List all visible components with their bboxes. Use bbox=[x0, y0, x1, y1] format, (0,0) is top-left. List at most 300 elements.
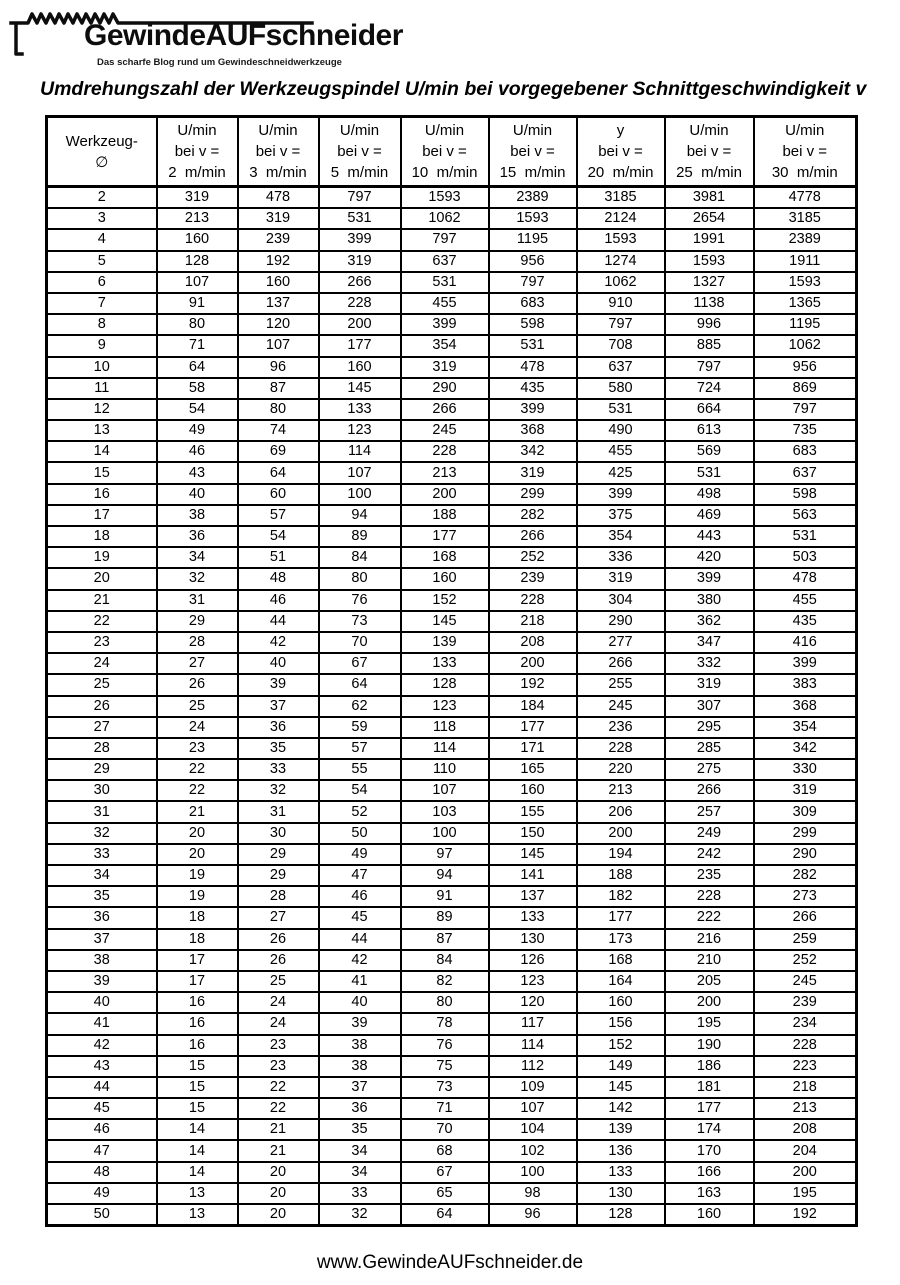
rpm-cell: 195 bbox=[754, 1183, 857, 1204]
rpm-cell: 1327 bbox=[665, 272, 754, 293]
rpm-cell: 531 bbox=[754, 526, 857, 547]
rpm-cell: 107 bbox=[157, 272, 238, 293]
rpm-cell: 137 bbox=[489, 886, 577, 907]
rpm-cell: 15 bbox=[157, 1098, 238, 1119]
rpm-cell: 190 bbox=[665, 1035, 754, 1056]
rpm-cell: 213 bbox=[577, 780, 665, 801]
rpm-cell: 164 bbox=[577, 971, 665, 992]
rpm-cell: 39 bbox=[238, 674, 319, 695]
rpm-cell: 24 bbox=[157, 717, 238, 738]
rpm-cell: 319 bbox=[157, 187, 238, 209]
rpm-cell: 399 bbox=[665, 568, 754, 589]
logo-tagline: Das scharfe Blog rund um Gewindeschneidwerkzeuge bbox=[97, 57, 342, 68]
rpm-cell: 37 bbox=[319, 1077, 401, 1098]
table-row bbox=[47, 526, 857, 547]
rpm-cell: 347 bbox=[665, 632, 754, 653]
rpm-cell: 469 bbox=[665, 505, 754, 526]
rpm-cell: 26 bbox=[157, 674, 238, 695]
rpm-cell: 64 bbox=[238, 462, 319, 483]
rpm-cell: 336 bbox=[577, 547, 665, 568]
rpm-cell: 637 bbox=[754, 462, 857, 483]
rpm-cell: 239 bbox=[754, 992, 857, 1013]
rpm-cell: 171 bbox=[489, 738, 577, 759]
rpm-cell: 100 bbox=[319, 484, 401, 505]
rpm-cell: 98 bbox=[489, 1183, 577, 1204]
rpm-cell: 19 bbox=[157, 886, 238, 907]
rpm-cell: 76 bbox=[401, 1035, 489, 1056]
rpm-cell: 683 bbox=[754, 441, 857, 462]
rpm-cell: 478 bbox=[489, 357, 577, 378]
rpm-cell: 228 bbox=[319, 293, 401, 314]
rpm-cell: 295 bbox=[665, 717, 754, 738]
rpm-cell: 478 bbox=[754, 568, 857, 589]
rpm-cell: 249 bbox=[665, 823, 754, 844]
rpm-cell: 177 bbox=[577, 907, 665, 928]
rpm-cell: 4778 bbox=[754, 187, 857, 209]
rpm-cell: 112 bbox=[489, 1056, 577, 1077]
rpm-cell: 152 bbox=[577, 1035, 665, 1056]
page-title: Umdrehungszahl der Werkzeugspindel U/min bei vorgegebener Schnittgeschwindigkeit v bbox=[40, 78, 867, 100]
rpm-cell: 62 bbox=[319, 696, 401, 717]
rpm-cell: 200 bbox=[577, 823, 665, 844]
rpm-cell: 290 bbox=[754, 844, 857, 865]
rpm-cell: 160 bbox=[319, 357, 401, 378]
rpm-cell: 15 bbox=[157, 1056, 238, 1077]
rpm-cell: 2654 bbox=[665, 208, 754, 229]
rpm-cell: 1274 bbox=[577, 251, 665, 272]
rpm-cell: 67 bbox=[319, 653, 401, 674]
rpm-cell: 100 bbox=[489, 1162, 577, 1183]
rpm-cell: 38 bbox=[319, 1035, 401, 1056]
rpm-cell: 52 bbox=[319, 801, 401, 822]
rpm-cell: 304 bbox=[577, 590, 665, 611]
rpm-cell: 362 bbox=[665, 611, 754, 632]
diameter-cell: 43 bbox=[47, 1056, 157, 1077]
rpm-cell: 22 bbox=[157, 780, 238, 801]
rpm-cell: 21 bbox=[238, 1140, 319, 1161]
rpm-cell: 1593 bbox=[489, 208, 577, 229]
table-row bbox=[47, 1077, 857, 1098]
rpm-cell: 208 bbox=[754, 1119, 857, 1140]
rpm-cell: 177 bbox=[665, 1098, 754, 1119]
rpm-cell: 142 bbox=[577, 1098, 665, 1119]
rpm-cell: 73 bbox=[319, 611, 401, 632]
rpm-cell: 64 bbox=[157, 357, 238, 378]
table-row bbox=[47, 187, 857, 209]
rpm-cell: 375 bbox=[577, 505, 665, 526]
diameter-cell: 12 bbox=[47, 399, 157, 420]
rpm-cell: 168 bbox=[401, 547, 489, 568]
table-row bbox=[47, 696, 857, 717]
rpm-cell: 94 bbox=[401, 865, 489, 886]
rpm-cell: 60 bbox=[238, 484, 319, 505]
rpm-cell: 498 bbox=[665, 484, 754, 505]
rpm-cell: 22 bbox=[238, 1098, 319, 1119]
rpm-cell: 252 bbox=[754, 950, 857, 971]
rpm-cell: 210 bbox=[665, 950, 754, 971]
rpm-cell: 130 bbox=[577, 1183, 665, 1204]
rpm-cell: 1062 bbox=[401, 208, 489, 229]
rpm-cell: 123 bbox=[401, 696, 489, 717]
rpm-cell: 145 bbox=[577, 1077, 665, 1098]
rpm-cell: 200 bbox=[319, 314, 401, 335]
rpm-cell: 54 bbox=[238, 526, 319, 547]
diameter-cell: 18 bbox=[47, 526, 157, 547]
rpm-cell: 166 bbox=[665, 1162, 754, 1183]
rpm-cell: 46 bbox=[238, 590, 319, 611]
rpm-cell: 598 bbox=[489, 314, 577, 335]
logo-brand-text: GewindeAUFschneider bbox=[84, 19, 403, 52]
rpm-cell: 1062 bbox=[577, 272, 665, 293]
table-row bbox=[47, 1140, 857, 1161]
rpm-cell: 36 bbox=[238, 717, 319, 738]
rpm-cell: 58 bbox=[157, 378, 238, 399]
rpm-cell: 266 bbox=[401, 399, 489, 420]
table-row bbox=[47, 1056, 857, 1077]
rpm-cell: 192 bbox=[489, 674, 577, 695]
rpm-cell: 42 bbox=[238, 632, 319, 653]
rpm-cell: 13 bbox=[157, 1204, 238, 1226]
rpm-cell: 38 bbox=[319, 1056, 401, 1077]
rpm-cell: 123 bbox=[489, 971, 577, 992]
diameter-cell: 6 bbox=[47, 272, 157, 293]
rpm-cell: 239 bbox=[489, 568, 577, 589]
rpm-cell: 20 bbox=[238, 1162, 319, 1183]
rpm-cell: 150 bbox=[489, 823, 577, 844]
table-row bbox=[47, 1204, 857, 1226]
diameter-cell: 40 bbox=[47, 992, 157, 1013]
rpm-cell: 70 bbox=[319, 632, 401, 653]
rpm-cell: 192 bbox=[754, 1204, 857, 1226]
rpm-cell: 29 bbox=[238, 865, 319, 886]
rpm-cell: 174 bbox=[665, 1119, 754, 1140]
rpm-cell: 32 bbox=[319, 1204, 401, 1226]
rpm-cell: 228 bbox=[489, 590, 577, 611]
rpm-cell: 192 bbox=[238, 251, 319, 272]
rpm-cell: 28 bbox=[238, 886, 319, 907]
rpm-cell: 531 bbox=[489, 335, 577, 356]
rpm-cell: 78 bbox=[401, 1013, 489, 1034]
rpm-cell: 330 bbox=[754, 759, 857, 780]
rpm-cell: 59 bbox=[319, 717, 401, 738]
rpm-cell: 1593 bbox=[577, 229, 665, 250]
rpm-cell: 290 bbox=[577, 611, 665, 632]
rpm-cell: 30 bbox=[238, 823, 319, 844]
rpm-cell: 2389 bbox=[754, 229, 857, 250]
rpm-cell: 22 bbox=[238, 1077, 319, 1098]
rpm-cell: 956 bbox=[489, 251, 577, 272]
rpm-cell: 664 bbox=[665, 399, 754, 420]
rpm-cell: 299 bbox=[489, 484, 577, 505]
rpm-cell: 123 bbox=[319, 420, 401, 441]
footer-url: www.GewindeAUFschneider.de bbox=[316, 1252, 584, 1273]
rpm-cell: 36 bbox=[319, 1098, 401, 1119]
diameter-cell: 24 bbox=[47, 653, 157, 674]
rpm-cell: 956 bbox=[754, 357, 857, 378]
rpm-cell: 44 bbox=[319, 929, 401, 950]
table-row bbox=[47, 293, 857, 314]
diameter-cell: 33 bbox=[47, 844, 157, 865]
rpm-cell: 184 bbox=[489, 696, 577, 717]
rpm-cell: 1195 bbox=[489, 229, 577, 250]
table-row bbox=[47, 357, 857, 378]
rpm-cell: 996 bbox=[665, 314, 754, 335]
rpm-cell: 47 bbox=[319, 865, 401, 886]
rpm-cell: 213 bbox=[401, 462, 489, 483]
rpm-cell: 797 bbox=[577, 314, 665, 335]
rpm-cell: 290 bbox=[401, 378, 489, 399]
rpm-cell: 200 bbox=[401, 484, 489, 505]
rpm-cell: 15 bbox=[157, 1077, 238, 1098]
rpm-cell: 120 bbox=[238, 314, 319, 335]
col-header-v2: U/min bei v = 2 m/min bbox=[157, 117, 238, 187]
rpm-cell: 29 bbox=[157, 611, 238, 632]
rpm-cell: 84 bbox=[401, 950, 489, 971]
rpm-cell: 39 bbox=[319, 1013, 401, 1034]
col-header-v3: U/min bei v = 3 m/min bbox=[238, 117, 319, 187]
rpm-cell: 478 bbox=[238, 187, 319, 209]
rpm-cell: 100 bbox=[401, 823, 489, 844]
table-row bbox=[47, 1013, 857, 1034]
rpm-cell: 354 bbox=[754, 717, 857, 738]
rpm-cell: 20 bbox=[238, 1183, 319, 1204]
table-head-row bbox=[47, 117, 857, 187]
rpm-cell: 797 bbox=[665, 357, 754, 378]
rpm-cell: 275 bbox=[665, 759, 754, 780]
rpm-cell: 1365 bbox=[754, 293, 857, 314]
rpm-cell: 64 bbox=[401, 1204, 489, 1226]
rpm-cell: 14 bbox=[157, 1140, 238, 1161]
rpm-cell: 41 bbox=[319, 971, 401, 992]
rpm-cell: 213 bbox=[157, 208, 238, 229]
rpm-cell: 160 bbox=[577, 992, 665, 1013]
rpm-cell: 160 bbox=[238, 272, 319, 293]
rpm-cell: 137 bbox=[238, 293, 319, 314]
rpm-cell: 107 bbox=[401, 780, 489, 801]
rpm-cell: 319 bbox=[577, 568, 665, 589]
rpm-cell: 34 bbox=[157, 547, 238, 568]
rpm-cell: 114 bbox=[489, 1035, 577, 1056]
rpm-cell: 307 bbox=[665, 696, 754, 717]
rpm-cell: 102 bbox=[489, 1140, 577, 1161]
rpm-cell: 89 bbox=[319, 526, 401, 547]
rpm-cell: 110 bbox=[401, 759, 489, 780]
diameter-cell: 13 bbox=[47, 420, 157, 441]
rpm-cell: 29 bbox=[238, 844, 319, 865]
diameter-cell: 15 bbox=[47, 462, 157, 483]
rpm-cell: 109 bbox=[489, 1077, 577, 1098]
rpm-cell: 44 bbox=[238, 611, 319, 632]
rpm-cell: 48 bbox=[238, 568, 319, 589]
rpm-cell: 141 bbox=[489, 865, 577, 886]
rpm-cell: 49 bbox=[157, 420, 238, 441]
rpm-cell: 35 bbox=[238, 738, 319, 759]
rpm-cell: 21 bbox=[157, 801, 238, 822]
rpm-cell: 399 bbox=[577, 484, 665, 505]
rpm-cell: 120 bbox=[489, 992, 577, 1013]
rpm-cell: 205 bbox=[665, 971, 754, 992]
rpm-cell: 228 bbox=[754, 1035, 857, 1056]
diameter-cell: 11 bbox=[47, 378, 157, 399]
rpm-cell: 683 bbox=[489, 293, 577, 314]
rpm-cell: 149 bbox=[577, 1056, 665, 1077]
rpm-cell: 455 bbox=[754, 590, 857, 611]
rpm-cell: 797 bbox=[489, 272, 577, 293]
diameter-cell: 34 bbox=[47, 865, 157, 886]
rpm-cell: 206 bbox=[577, 801, 665, 822]
rpm-cell: 531 bbox=[665, 462, 754, 483]
rpm-cell: 114 bbox=[401, 738, 489, 759]
rpm-cell: 319 bbox=[319, 251, 401, 272]
rpm-cell: 708 bbox=[577, 335, 665, 356]
rpm-cell: 46 bbox=[319, 886, 401, 907]
diameter-cell: 3 bbox=[47, 208, 157, 229]
rpm-cell: 96 bbox=[238, 357, 319, 378]
rpm-cell: 228 bbox=[401, 441, 489, 462]
diameter-cell: 42 bbox=[47, 1035, 157, 1056]
rpm-cell: 23 bbox=[157, 738, 238, 759]
diameter-cell: 5 bbox=[47, 251, 157, 272]
rpm-cell: 32 bbox=[157, 568, 238, 589]
rpm-cell: 257 bbox=[665, 801, 754, 822]
rpm-cell: 13 bbox=[157, 1183, 238, 1204]
rpm-cell: 259 bbox=[754, 929, 857, 950]
table-header bbox=[47, 117, 857, 187]
rpm-cell: 51 bbox=[238, 547, 319, 568]
rpm-cell: 84 bbox=[319, 547, 401, 568]
rpm-cell: 163 bbox=[665, 1183, 754, 1204]
rpm-cell: 531 bbox=[319, 208, 401, 229]
rpm-cell: 25 bbox=[157, 696, 238, 717]
rpm-cell: 45 bbox=[319, 907, 401, 928]
rpm-cell: 133 bbox=[577, 1162, 665, 1183]
rpm-cell: 145 bbox=[489, 844, 577, 865]
rpm-cell: 637 bbox=[401, 251, 489, 272]
rpm-cell: 443 bbox=[665, 526, 754, 547]
table-row bbox=[47, 251, 857, 272]
rpm-cell: 32 bbox=[238, 780, 319, 801]
rpm-cell: 27 bbox=[157, 653, 238, 674]
diameter-cell: 46 bbox=[47, 1119, 157, 1140]
rpm-cell: 3185 bbox=[577, 187, 665, 209]
rpm-cell: 136 bbox=[577, 1140, 665, 1161]
diameter-cell: 39 bbox=[47, 971, 157, 992]
rpm-cell: 3185 bbox=[754, 208, 857, 229]
rpm-cell: 435 bbox=[489, 378, 577, 399]
diameter-cell: 48 bbox=[47, 1162, 157, 1183]
rpm-cell: 36 bbox=[157, 526, 238, 547]
rpm-cell: 399 bbox=[319, 229, 401, 250]
rpm-cell: 75 bbox=[401, 1056, 489, 1077]
rpm-cell: 236 bbox=[577, 717, 665, 738]
rpm-cell: 319 bbox=[489, 462, 577, 483]
diameter-cell: 30 bbox=[47, 780, 157, 801]
rpm-cell: 234 bbox=[754, 1013, 857, 1034]
table-row bbox=[47, 547, 857, 568]
rpm-cell: 266 bbox=[754, 907, 857, 928]
rpm-cell: 266 bbox=[319, 272, 401, 293]
rpm-cell: 14 bbox=[157, 1119, 238, 1140]
table-row bbox=[47, 611, 857, 632]
diameter-cell: 9 bbox=[47, 335, 157, 356]
table-row bbox=[47, 420, 857, 441]
rpm-cell: 503 bbox=[754, 547, 857, 568]
diameter-cell: 16 bbox=[47, 484, 157, 505]
rpm-cell: 128 bbox=[577, 1204, 665, 1226]
rpm-cell: 266 bbox=[665, 780, 754, 801]
diameter-cell: 37 bbox=[47, 929, 157, 950]
table-row bbox=[47, 1098, 857, 1119]
rpm-cell: 155 bbox=[489, 801, 577, 822]
rpm-cell: 27 bbox=[238, 907, 319, 928]
rpm-cell: 531 bbox=[401, 272, 489, 293]
rpm-cell: 1138 bbox=[665, 293, 754, 314]
rpm-cell: 188 bbox=[577, 865, 665, 886]
rpm-cell: 455 bbox=[577, 441, 665, 462]
col-header-v25: U/min bei v = 25 m/min bbox=[665, 117, 754, 187]
rpm-cell: 165 bbox=[489, 759, 577, 780]
rpm-cell: 24 bbox=[238, 1013, 319, 1034]
rpm-cell: 80 bbox=[319, 568, 401, 589]
rpm-cell: 139 bbox=[401, 632, 489, 653]
table-row bbox=[47, 674, 857, 695]
rpm-cell: 455 bbox=[401, 293, 489, 314]
rpm-cell: 97 bbox=[401, 844, 489, 865]
rpm-cell: 1593 bbox=[665, 251, 754, 272]
rpm-cell: 57 bbox=[238, 505, 319, 526]
table-row bbox=[47, 1183, 857, 1204]
rpm-cell: 273 bbox=[754, 886, 857, 907]
col-header-v30: U/min bei v = 30 m/min bbox=[754, 117, 857, 187]
rpm-cell: 128 bbox=[157, 251, 238, 272]
diameter-cell: 10 bbox=[47, 357, 157, 378]
rpm-cell: 87 bbox=[238, 378, 319, 399]
rpm-cell: 399 bbox=[754, 653, 857, 674]
rpm-cell: 50 bbox=[319, 823, 401, 844]
table-row bbox=[47, 717, 857, 738]
rpm-cell: 38 bbox=[157, 505, 238, 526]
rpm-cell: 14 bbox=[157, 1162, 238, 1183]
rpm-cell: 34 bbox=[319, 1140, 401, 1161]
rpm-cell: 228 bbox=[665, 886, 754, 907]
diameter-cell: 21 bbox=[47, 590, 157, 611]
rpm-cell: 87 bbox=[401, 929, 489, 950]
table-row bbox=[47, 801, 857, 822]
rpm-cell: 177 bbox=[319, 335, 401, 356]
rpm-cell: 285 bbox=[665, 738, 754, 759]
rpm-cell: 186 bbox=[665, 1056, 754, 1077]
rpm-cell: 74 bbox=[238, 420, 319, 441]
diameter-cell: 22 bbox=[47, 611, 157, 632]
table-row bbox=[47, 971, 857, 992]
rpm-cell: 580 bbox=[577, 378, 665, 399]
table-row bbox=[47, 632, 857, 653]
rpm-cell: 218 bbox=[489, 611, 577, 632]
col-header-v5: U/min bei v = 5 m/min bbox=[319, 117, 401, 187]
rpm-cell: 16 bbox=[157, 1035, 238, 1056]
rpm-cell: 319 bbox=[754, 780, 857, 801]
rpm-cell: 319 bbox=[665, 674, 754, 695]
diameter-cell: 35 bbox=[47, 886, 157, 907]
rpm-cell: 34 bbox=[319, 1162, 401, 1183]
diameter-cell: 7 bbox=[47, 293, 157, 314]
rpm-cell: 40 bbox=[157, 484, 238, 505]
table-row bbox=[47, 1162, 857, 1183]
rpm-cell: 188 bbox=[401, 505, 489, 526]
rpm-cell: 797 bbox=[401, 229, 489, 250]
rpm-cell: 19 bbox=[157, 865, 238, 886]
rpm-cell: 126 bbox=[489, 950, 577, 971]
